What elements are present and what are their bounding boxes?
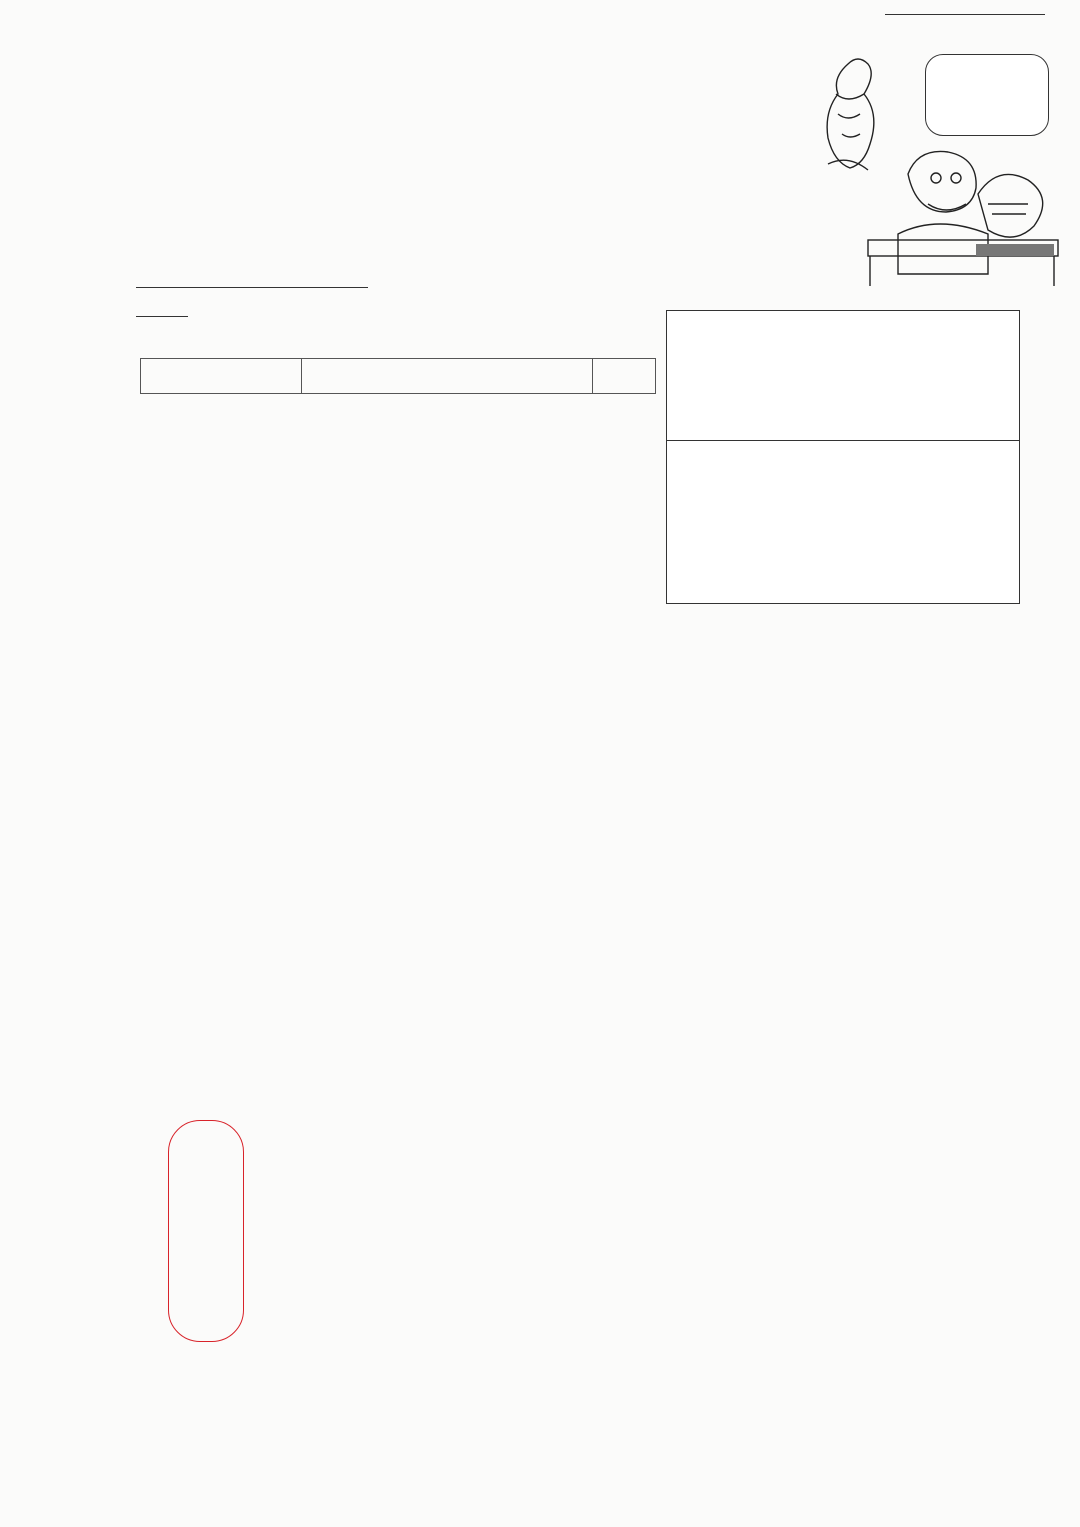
half-life-annotation [168,1120,244,1342]
